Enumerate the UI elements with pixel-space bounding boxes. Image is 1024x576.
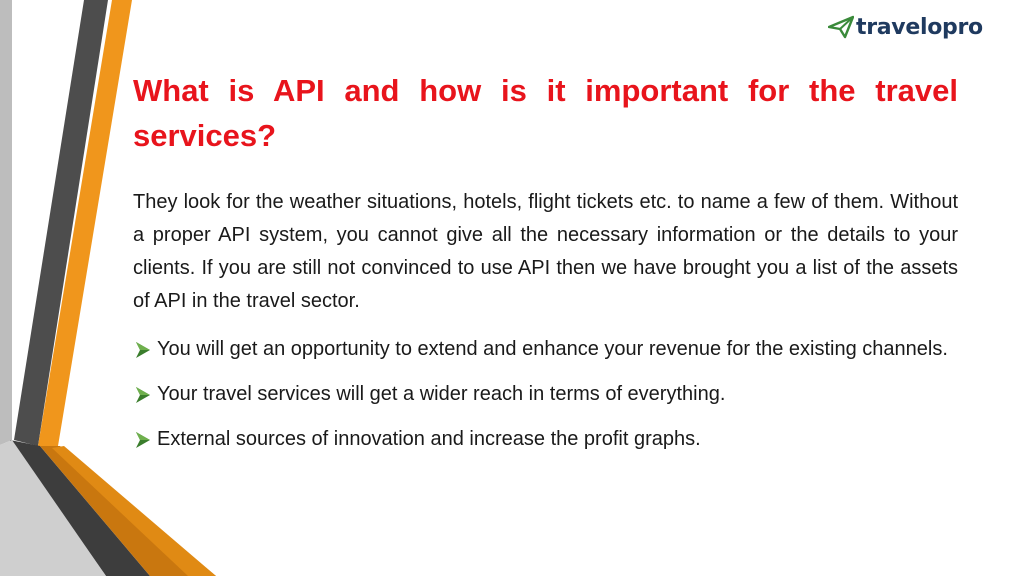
arrow-bullet-icon: [133, 430, 153, 450]
list-item-text: External sources of innovation and increase the profit graphs.: [157, 428, 701, 450]
intro-paragraph: They look for the weather situations, hotels, flight tickets etc. to name a few of them. Without a proper API system, you cannot give all the necessary information or the details to your clients. If you are still not convinced to use API then we have brought you a list of the assets of API in the travel sector.: [133, 191, 958, 312]
paper-plane-icon: [828, 15, 854, 39]
list-item: [133, 378, 958, 411]
list-item-text: You will get an opportunity to extend and enhance your revenue for the existing channels.: [157, 338, 948, 360]
brand-logo: [828, 10, 1018, 44]
benefits-list: [133, 333, 958, 456]
list-item: [133, 423, 958, 456]
arrow-bullet-icon: [133, 385, 153, 405]
stripe-light-gray: [0, 0, 12, 445]
logo-wordmark: travelopro: [856, 14, 983, 40]
arrow-bullet-icon: [133, 340, 153, 360]
list-item: [133, 333, 958, 366]
page-title: What is API and how is it important for the travel services?: [133, 73, 958, 153]
list-item-text: Your travel services will get a wider reach in terms of everything.: [157, 383, 726, 405]
